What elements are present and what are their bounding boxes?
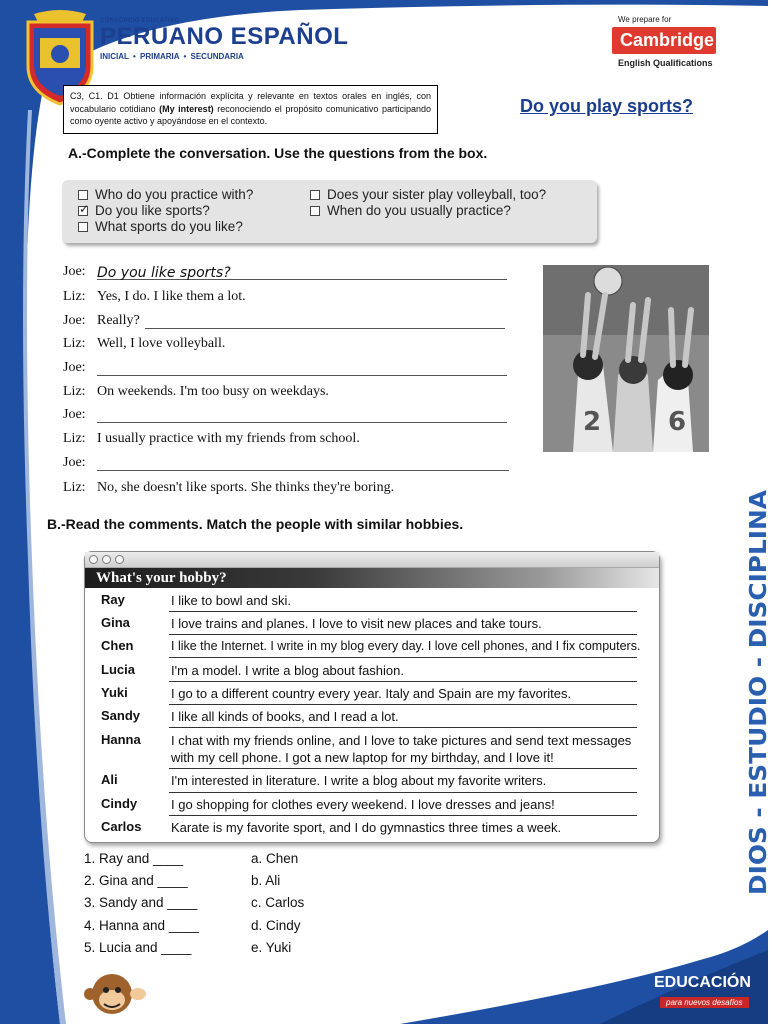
worksheet-title: Do you play sports?: [520, 96, 694, 116]
footer-tagline: para nuevos desafíos: [660, 997, 749, 1008]
school-name: PERUANO ESPAÑOL: [100, 23, 349, 50]
row-divider: [169, 727, 637, 728]
competency-bold: (My interest): [159, 103, 214, 114]
row-divider: [169, 792, 637, 793]
cambridge-sub: English Qualifications: [618, 58, 713, 68]
answer-blank[interactable]: [145, 314, 505, 329]
hobby-window: What's your hobby? Ray I like to bowl and ski. Gina I love trains and planes. I love to visit new places and take tours. Chen I like the Internet. I write in my blog every day. I love cell phones, and I fix computers. Lucia I'm a model. I write a blog about fashion. Yuki I go to a different country every year. Italy and Spain are my favorites. Sandy I like all kinds of books, and I read a lot. Hanna I chat with my friends online, and I love to take pictures and send text messages with my cell phone. I got a new laptop for my birthday, and I love it! Ali I'm interested in literature. I write a blog about my favorite writers. Cindy I go shopping for clothes every weekend. I love dresses and jeans! Carlos Karate is my favorite sport, and I do gymnastics three times a week.: [84, 551, 660, 843]
match-option: d. Cindy: [251, 918, 301, 933]
match-item[interactable]: 3. Sandy and ____: [84, 895, 198, 910]
hobby-window-title: What's your hobby?: [85, 568, 659, 588]
conversation-line: Liz: Well, I love volleyball.: [63, 336, 226, 351]
competency-text: C3, C1. D1 Obtiene información explícita y relevante en textos orales en inglés, con vocabulario cotidiano: [70, 91, 431, 114]
answer-blank-filled[interactable]: Do you like sports?: [97, 265, 507, 280]
window-titlebar: [85, 552, 659, 568]
school-logo-text: [100, 18, 348, 61]
match-item[interactable]: 5. Lucia and ____: [84, 940, 192, 955]
sidebar-motto: [742, 487, 772, 897]
consortium-label: CONSORCIO EDUCATIVO: [100, 18, 180, 24]
question-box: [62, 180, 597, 243]
row-divider: [169, 657, 637, 658]
checkbox[interactable]: [78, 190, 88, 200]
match-option: b. Ali: [251, 873, 281, 888]
svg-text:6: 6: [668, 407, 687, 437]
section-b-instruction: B.-Read the comments. Match the people with similar hobbies.: [47, 516, 464, 532]
match-option: e. Yuki: [251, 940, 292, 955]
conversation-line: Liz: On weekends. I'm too busy on weekdays.: [63, 384, 329, 399]
row-divider: [169, 815, 637, 816]
checkbox-checked[interactable]: [78, 206, 88, 216]
cambridge-wordmark: Cambridge: [612, 27, 716, 54]
window-dot-icon: [89, 555, 98, 564]
motto-text: DIOS - ESTUDIO - DISCIPLINA: [746, 519, 772, 895]
checkbox[interactable]: [310, 206, 320, 216]
match-item[interactable]: 1. Ray and ____: [84, 851, 184, 866]
row-divider: [169, 611, 637, 612]
question-item[interactable]: Does your sister play volleyball, too?: [310, 187, 546, 202]
conversation-line: Joe: Do you like sports?: [63, 264, 507, 280]
monkey-mascot-icon: [82, 968, 150, 1024]
cambridge-prepare: We prepare for: [618, 15, 672, 24]
match-option: a. Chen: [251, 851, 299, 866]
conversation-line: Joe:: [63, 407, 507, 423]
section-a-instruction: A.-Complete the conversation. Use the questions from the box.: [68, 145, 488, 161]
window-dot-icon: [102, 555, 111, 564]
svg-text:2: 2: [583, 407, 602, 437]
competency-box: [63, 85, 438, 134]
conversation-line: Liz: No, she doesn't like sports. She thinks they're boring.: [63, 480, 395, 495]
volleyball-photo: [543, 265, 709, 452]
row-divider: [169, 704, 637, 705]
conversation-line: Liz: I usually practice with my friends from school.: [63, 431, 360, 446]
answer-blank[interactable]: [97, 456, 509, 471]
match-option: c. Carlos: [251, 895, 305, 910]
row-divider: [169, 681, 637, 682]
checkbox[interactable]: [78, 222, 88, 232]
conversation-line: Joe: Really?: [63, 313, 505, 329]
footer-brand: EDUCACIÓN: [654, 974, 751, 991]
answer-blank[interactable]: [97, 361, 507, 376]
answer-blank[interactable]: [97, 408, 507, 423]
conversation-line: Liz: Yes, I do. I like them a lot.: [63, 289, 246, 304]
window-dot-icon: [115, 555, 124, 564]
cambridge-logo: [612, 15, 722, 68]
conversation-line: Joe:: [63, 360, 507, 376]
match-item[interactable]: 2. Gina and ____: [84, 873, 188, 888]
question-item[interactable]: Who do you practice with?: [78, 187, 253, 202]
match-item[interactable]: 4. Hanna and ____: [84, 918, 199, 933]
competency-text-end: reconociendo el propósito comunicativo participando como oyente activo y apoyándose en el contexto.: [70, 103, 431, 126]
row-divider: [169, 768, 637, 769]
checkbox[interactable]: [310, 190, 320, 200]
question-item[interactable]: What sports do you like?: [78, 219, 243, 234]
row-divider: [169, 634, 637, 635]
question-item[interactable]: When do you usually practice?: [310, 203, 511, 218]
school-levels: INICIAL • PRIMARIA • SECUNDARIA: [100, 52, 244, 61]
question-item[interactable]: ✓ Do you like sports?: [78, 203, 210, 218]
conversation-line: Joe:: [63, 455, 509, 471]
